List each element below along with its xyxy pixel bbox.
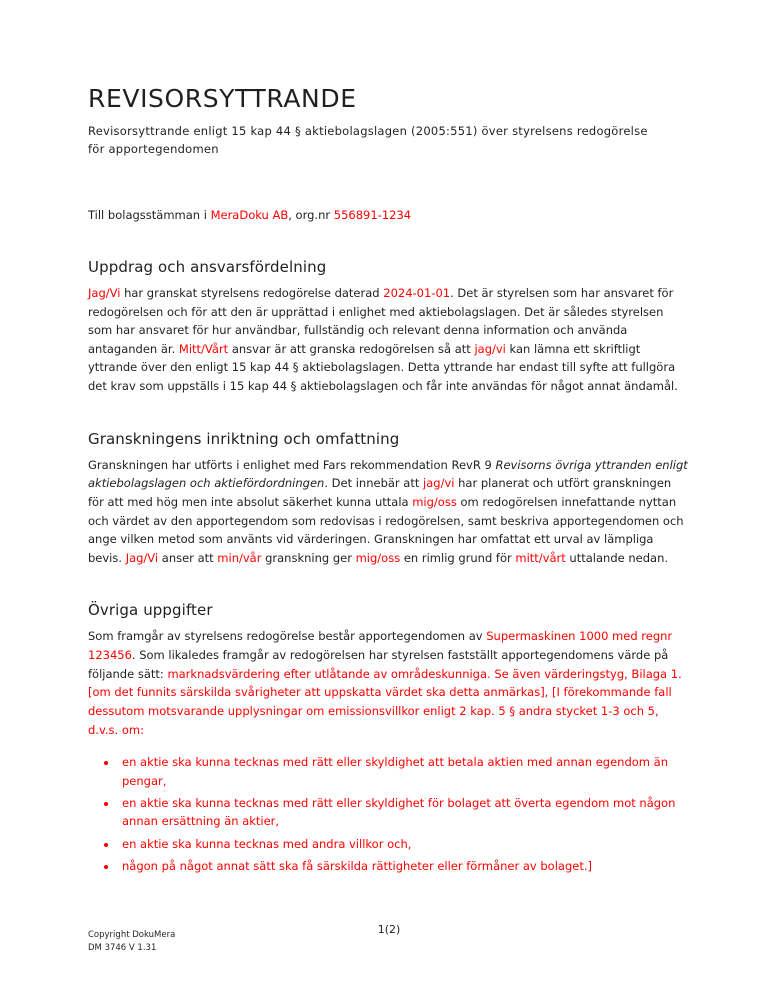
addressee-prefix: Till bolagsstämman i	[88, 207, 211, 222]
text-run: mig/oss	[355, 550, 401, 565]
document-footer	[88, 929, 690, 954]
text-run: Jag/Vi	[125, 550, 159, 565]
text-run: granskning ger	[261, 550, 356, 565]
text-run: marknadsvärdering efter utlåtande av områdeskunniga. Se även värderingstyg, Bilaga 1. [om det funnits särskilda svårigheter att uppskatta värdet ska detta anmärkas], [I förekommande fall dessutom motsvarande upplysningar om emissionsvillkor enligt 2 kap. 5 § andra stycket 1-3 och 5, d.v.s. om:	[88, 666, 682, 737]
ovriga-bullet-list	[88, 753, 690, 875]
text-run: . Det är styrelsen som har ansvaret för redogörelsen och för att den är upprättad i enlighet med aktiebolagslagen. Det är således styrelsen som har ansvaret för hur användbar, fullständig och relevant denna information och använda antaganden är.	[88, 285, 674, 356]
text-run: mig/oss	[412, 494, 457, 509]
document-subtitle: Revisorsyttrande enligt 15 kap 44 § aktiebolagslagen (2005:551) över styrelsens redogörelse för apportegendomen	[88, 124, 648, 156]
text-run: jag/vi	[423, 476, 455, 491]
text-run: Granskningen har utförts i enlighet med Fars rekommendation RevR 9	[88, 457, 496, 472]
section-body-uppdrag	[88, 284, 690, 396]
text-run: . Som likaledes framgår av redogörelsen har styrelsen fastställt apportegendomens värde på följande sätt:	[88, 648, 669, 681]
section-body-ovriga	[88, 627, 690, 739]
text-run: . Det innebär att	[324, 476, 424, 491]
text-run: jag/vi	[474, 341, 506, 356]
list-item: • någon på något annat sätt ska få särskilda rättigheter eller förmåner av bolaget.]	[118, 857, 690, 875]
company-name: MeraDoku AB	[210, 207, 289, 222]
text-run: Supermaskinen 1000 med regnr 123456	[88, 629, 673, 662]
page-title: REVISORSYTTRANDE	[88, 84, 357, 113]
text-run: ansvar är att granska redogörelsen så att	[228, 341, 475, 356]
footer-document-id: DM 3746 V 1.31	[88, 942, 157, 953]
text-run-italic: Revisorns övriga yttranden enligt aktiebolagslagen och aktiefördordningen	[88, 457, 688, 491]
section-heading-ovriga: Övriga uppgifter	[88, 601, 213, 620]
text-run: Som framgår av styrelsens redogörelse består apportegendomen av	[88, 629, 487, 644]
text-run: mitt/vårt	[515, 550, 566, 565]
text-run: min/vår	[217, 550, 262, 565]
section-body-granskning	[88, 456, 690, 568]
text-run: om redogörelsen innefattande nyttan och värdet av den apportegendom som redovisas i redogörelsen, samt beskriva apportegendomen och ange vilken metod som använts vid värderingen. Granskningen har omfattat ett urval av lämpliga bevis.	[88, 494, 684, 565]
footer-copyright: Copyright DokuMera	[88, 930, 176, 941]
addressee-middle: , org.nr	[288, 207, 334, 222]
text-run: har planerat och utfört granskningen för att med hög men inte absolut säkerhet kunna uttala	[88, 476, 672, 509]
text-run: uttalande nedan.	[565, 550, 669, 565]
page-number: 1(2)	[377, 923, 401, 936]
org-number: 556891-1234	[333, 207, 412, 222]
text-run: Jag/Vi	[88, 285, 121, 300]
text-run: anser att	[158, 550, 218, 565]
text-run: kan lämna ett skriftligt yttrande över den enligt 15 kap 44 § aktiebolagslagen. Detta yttrande har endast till syfte att fullgöra det krav som uppställs i 15 kap 44 § aktiebolagslagen och får inte användas för något annat ändamål.	[88, 341, 678, 393]
text-run: har granskat styrelsens redogörelse daterad	[120, 285, 384, 300]
section-heading-granskning: Granskningens inriktning och omfattning	[88, 429, 400, 448]
list-item: • en aktie ska kunna tecknas med rätt eller skyldighet för bolaget att överta egendom mot någon annan ersättning än aktier,	[118, 794, 690, 831]
text-run: Mitt/Vårt	[178, 341, 229, 356]
section-heading-uppdrag: Uppdrag och ansvarsfördelning	[88, 257, 327, 276]
text-run: 2024-01-01	[383, 285, 451, 300]
addressee-line	[88, 207, 690, 224]
text-run: en rimlig grund för	[400, 550, 516, 565]
list-item: • en aktie ska kunna tecknas med andra villkor och,	[118, 835, 690, 853]
list-item: • en aktie ska kunna tecknas med rätt eller skyldighet att betala aktien med annan egendom än pengar,	[118, 753, 690, 790]
document-content	[88, 84, 690, 879]
